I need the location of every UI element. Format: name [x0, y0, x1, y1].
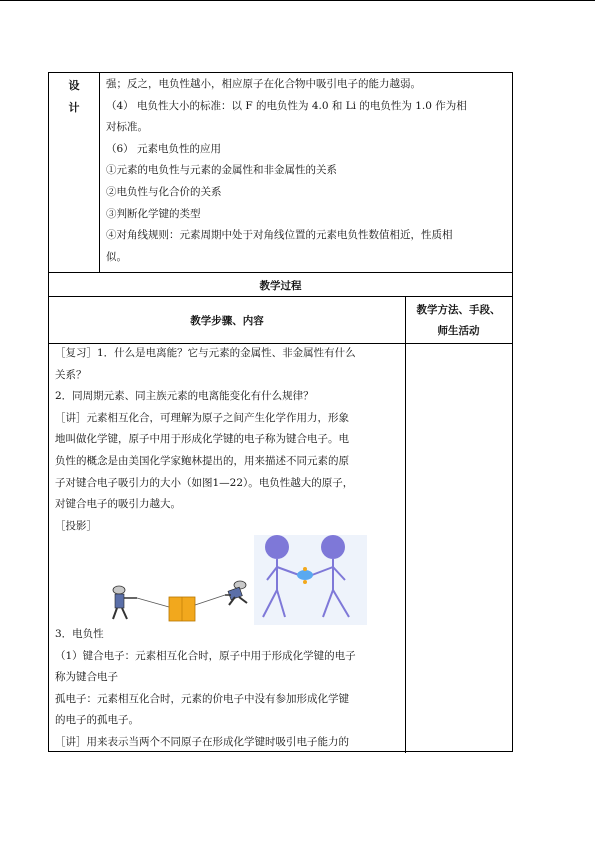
body-line: 负性的概念是由美国化学家鲍林提出的，用来描述不同元素的原	[55, 455, 349, 467]
row-divider-1	[49, 272, 512, 273]
row-divider-2	[49, 296, 512, 297]
left-puller-figure	[113, 586, 137, 619]
body-after-line: ［讲］用来表示当两个不同原子在形成化学键时吸引电子能力的	[55, 736, 349, 748]
right-puller-figure	[225, 581, 247, 605]
col-header-steps: 教学步骤、内容	[190, 315, 264, 327]
lesson-table	[48, 72, 513, 752]
design-line: 对标准。	[106, 121, 148, 134]
design-line: （4） 电负性大小的标准：以 F 的电负性为 4.0 和 Li 的电负性为 1.0 作为相	[106, 99, 467, 112]
design-line: 强；反之，电负性越小，相应原子在化合物中吸引电子的能力越弱。	[106, 78, 421, 90]
electronegativity-illustration	[107, 535, 367, 625]
body-after-line: 的电子的孤电子。	[55, 714, 139, 727]
body-line: ［讲］元素相互化合，可理解为原子之间产生化学作用力，形象	[55, 411, 349, 424]
body-line: 地叫做化学键，原子中用于形成化学键的电子称为键合电子。电	[55, 433, 349, 446]
body-line: 2．同周期元素、同主族元素的电离能变化有什么规律？	[55, 390, 314, 403]
box-icon	[169, 597, 195, 621]
body-after-line: （1）键合电子：元素相互化合时，原子中用于形成化学键的电子	[55, 649, 356, 662]
body-line: 子对键合电子吸引力的大小（如图1—22）。电负性越大的原子，	[55, 476, 354, 489]
design-line: ②电负性与化合价的关系	[106, 186, 222, 198]
col-divider	[405, 296, 406, 753]
process-title: 教学过程	[259, 280, 302, 292]
body-after-line: 称为键合电子	[55, 671, 118, 684]
design-line: ④对角线规则：元素周期中处于对角线位置的元素电负性数值相近，性质相	[106, 229, 453, 242]
design-line: （6） 元素电负性的应用	[106, 142, 222, 155]
col-header-methods-1: 教学方法、手段、	[416, 304, 501, 316]
design-line: ③判断化学键的类型	[106, 207, 201, 220]
col-header-methods-2: 师生活动	[437, 325, 480, 337]
right-rope	[195, 595, 225, 605]
body-after-line: 3．电负性	[55, 628, 104, 640]
top-rule	[0, 0, 595, 1]
design-line: ①元素的电负性与元素的金属性和非金属性的关系	[106, 164, 337, 177]
body-line: ［投影］	[55, 519, 97, 532]
body-line: ［复习］1．什么是电离能？它与元素的金属性、非金属性有什么	[55, 347, 356, 359]
design-line: 似。	[106, 250, 127, 263]
design-label-top: 设	[68, 79, 80, 92]
body-line: 对键合电子的吸引力越大。	[55, 498, 181, 511]
body-line: 关系？	[55, 368, 87, 381]
body-after-line: 孤电子：元素相互化合时，元素的价电子中没有参加形成化学键	[55, 692, 349, 705]
design-divider	[99, 73, 100, 272]
left-rope	[137, 598, 169, 607]
design-label-bottom: 计	[68, 101, 80, 114]
